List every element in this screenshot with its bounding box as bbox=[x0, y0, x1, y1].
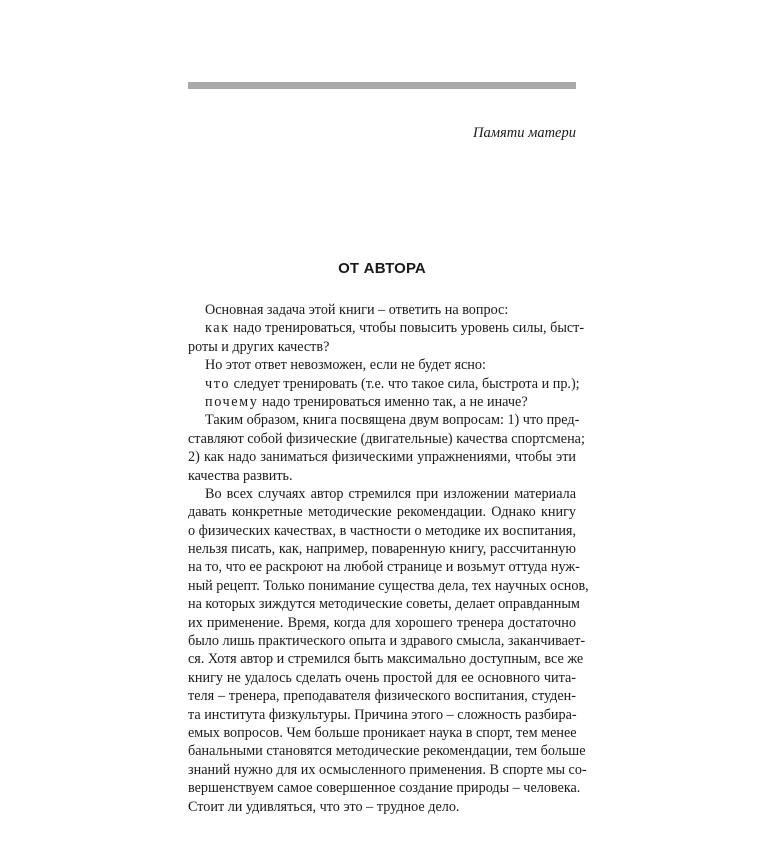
text-line bbox=[188, 724, 576, 742]
text-line bbox=[188, 577, 589, 595]
text-line bbox=[188, 650, 584, 668]
emphasized-word: что bbox=[205, 375, 231, 392]
body-text bbox=[188, 301, 589, 816]
emphasized-word: почему bbox=[205, 393, 259, 410]
text-line bbox=[188, 411, 580, 429]
text-line bbox=[188, 632, 586, 650]
line-text: Но этот ответ невозможен, если не будет ясно: bbox=[205, 357, 486, 374]
text-line bbox=[188, 761, 587, 779]
text-line bbox=[188, 467, 576, 485]
text-line bbox=[188, 779, 581, 797]
text-line bbox=[188, 503, 576, 521]
line-text: банальными становятся методические рекомендации, тем больше bbox=[188, 743, 586, 760]
text-line bbox=[188, 356, 576, 374]
line-text: роты и других качеств? bbox=[188, 338, 330, 355]
section-heading: ОТ АВТОРА bbox=[338, 260, 426, 277]
text-line bbox=[188, 669, 576, 687]
line-text: вершенствуем самое совершенное создание природы – человека. bbox=[188, 780, 581, 797]
text-line bbox=[188, 338, 576, 356]
text-line bbox=[188, 430, 585, 448]
line-text: знаний нужно для их осмысленного применения. В спорте мы со- bbox=[188, 761, 587, 778]
line-text: следует тренировать (т.е. что такое сила, быстрота и пр.); bbox=[230, 375, 580, 392]
line-text: ный рецепт. Только понимание существа дела, тех научных основ, bbox=[188, 577, 589, 594]
text-line bbox=[188, 558, 580, 576]
line-text: нельзя писать, как, например, поваренную книгу, рассчитанную bbox=[188, 541, 576, 558]
text-line bbox=[188, 706, 576, 724]
line-text: емых вопросов. Чем больше проникает наука в спорт, тем менее bbox=[188, 724, 577, 741]
line-text: о физических качествах, в частности о методике их воспитания, bbox=[188, 522, 576, 539]
line-text: Во всех случаях автор стремился при изложении материала bbox=[205, 485, 576, 502]
text-line bbox=[188, 485, 576, 503]
line-text: было лишь практического опыта и здравого смысла, заканчивает- bbox=[188, 633, 586, 650]
text-line bbox=[188, 301, 576, 319]
line-text: теля – тренера, преподавателя физического воспитания, студен- bbox=[188, 688, 576, 705]
line-text: та института физкультуры. Причина этого – сложность разбира- bbox=[188, 706, 577, 723]
text-line bbox=[188, 393, 576, 411]
line-text: надо тренироваться, чтобы повысить уровень силы, быст- bbox=[229, 320, 585, 337]
text-line bbox=[188, 595, 580, 613]
text-line bbox=[188, 540, 576, 558]
line-text: ся. Хотя автор и стремился быть максимально доступным, все же bbox=[188, 651, 584, 668]
line-text: книгу не удалось сделать очень простой для ее основного чита- bbox=[188, 669, 576, 686]
text-line bbox=[188, 687, 576, 705]
text-line bbox=[188, 319, 585, 337]
line-text: качества развить. bbox=[188, 467, 293, 484]
top-rule bbox=[188, 82, 576, 89]
text-line bbox=[188, 448, 576, 466]
line-text: надо тренироваться именно так, а не иначе? bbox=[258, 393, 528, 410]
text-line bbox=[188, 522, 576, 540]
dedication: Памяти матери bbox=[473, 125, 576, 141]
text-line bbox=[188, 742, 586, 760]
line-text: давать конкретные методические рекомендации. Однако книгу bbox=[188, 504, 576, 521]
line-text: на то, что ее раскроют на любой странице и возьмут оттуда нуж- bbox=[188, 559, 580, 576]
line-text: на которых зиждутся методические советы, делает оправданным bbox=[188, 596, 580, 613]
line-text: их применение. Время, когда для хорошего тренера достаточно bbox=[188, 614, 576, 631]
emphasized-word: как bbox=[205, 320, 230, 337]
text-line bbox=[188, 798, 576, 816]
text-line bbox=[188, 614, 576, 632]
line-text: Таким образом, книга посвящена двум вопросам: 1) что пред- bbox=[205, 412, 580, 429]
line-text: Стоит ли удивляться, что это – трудное дело. bbox=[188, 798, 460, 815]
line-text: ставляют собой физические (двигательные) качества спортсмена; bbox=[188, 430, 585, 447]
text-line bbox=[188, 375, 580, 393]
line-text: 2) как надо заниматься физическими упражнениями, чтобы эти bbox=[188, 449, 576, 466]
line-text: Основная задача этой книги – ответить на вопрос: bbox=[205, 302, 509, 318]
